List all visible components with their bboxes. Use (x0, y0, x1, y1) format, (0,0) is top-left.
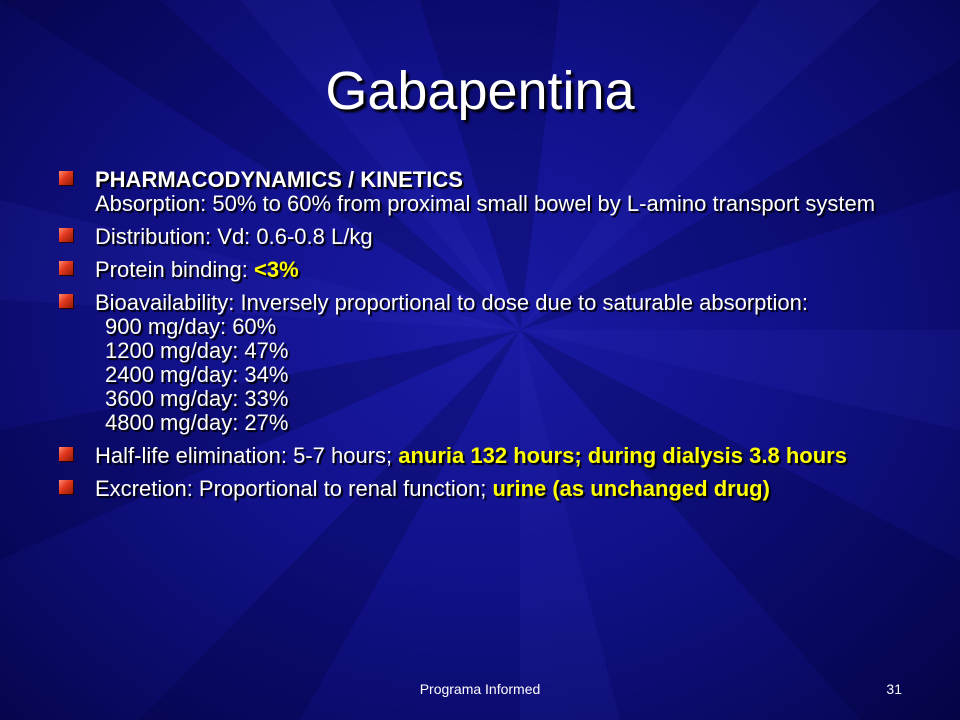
bullet-square-icon (59, 447, 73, 461)
dose-line: 4800 mg/day: 27% (105, 410, 289, 435)
bullet-half-life (58, 444, 908, 468)
bullet-protein-binding (58, 258, 908, 282)
bullet-bioavailability-text: Bioavailability: Inversely proportional to dose due to saturable absorption: (95, 290, 808, 315)
half-life-highlight: anuria 132 hours; during dialysis 3.8 hours (398, 443, 847, 468)
bullet-excretion (58, 477, 908, 501)
bullet-protein-binding-text: Protein binding: (95, 257, 254, 282)
slide-title: Gabapentina (325, 61, 635, 121)
bullet-distribution (58, 225, 908, 249)
bullet-absorption-text: Absorption: 50% to 60% from proximal small bowel by L-amino transport system (95, 191, 876, 216)
protein-binding-value: <3% (254, 257, 299, 282)
bullet-list (58, 168, 908, 501)
bullet-square-icon (59, 480, 73, 494)
bullet-bioavailability (58, 291, 908, 435)
excretion-highlight: urine (as unchanged drug) (492, 476, 770, 501)
bullet-half-life-text: Half-life elimination: 5-7 hours; (95, 443, 399, 468)
footer-text: Programa Informed (419, 681, 541, 697)
bullet-square-icon (59, 228, 73, 242)
bullet-pharmacodynamics (58, 168, 908, 216)
dose-line: 2400 mg/day: 34% (105, 362, 289, 387)
bullet-distribution-text: Distribution: Vd: 0.6-0.8 L/kg (95, 224, 373, 249)
bullet-square-icon (59, 261, 73, 275)
dose-line: 1200 mg/day: 47% (105, 338, 289, 363)
dose-line: 900 mg/day: 60% (105, 314, 277, 339)
page-number: 31 (886, 681, 902, 697)
bullet-heading: PHARMACODYNAMICS / KINETICS (95, 167, 463, 192)
bullet-square-icon (59, 294, 73, 308)
dose-line: 3600 mg/day: 33% (105, 386, 289, 411)
bullet-square-icon (59, 171, 73, 185)
bullet-excretion-text: Excretion: Proportional to renal function; (95, 476, 493, 501)
